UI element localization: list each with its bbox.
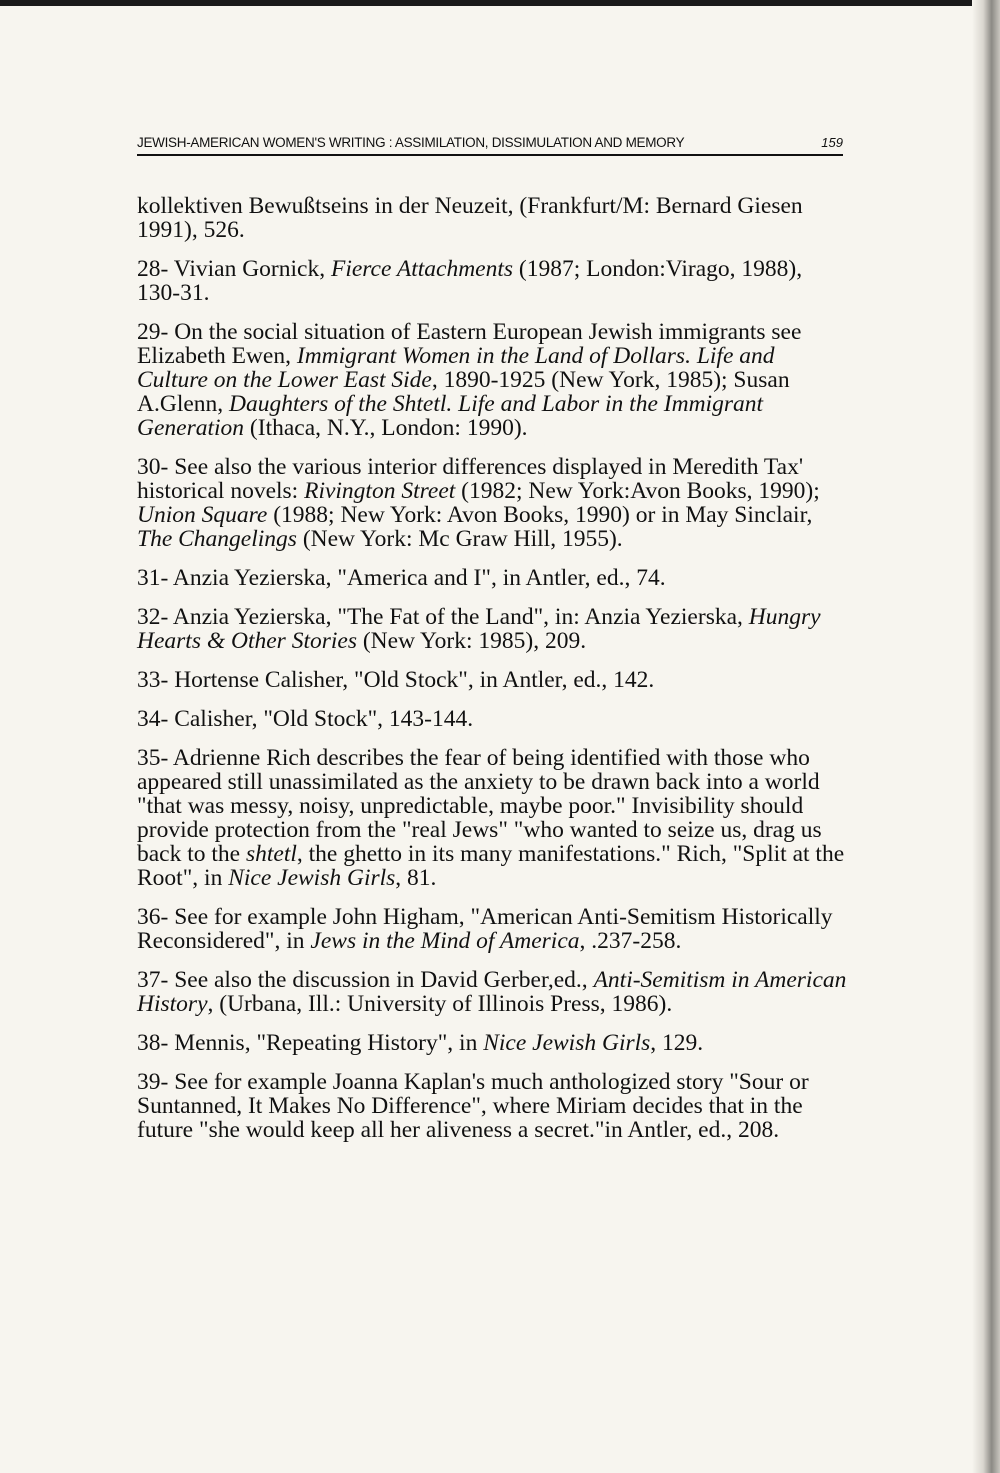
endnote [137, 194, 847, 242]
endnote-text: (Ithaca, N.Y., London: 1990). [244, 415, 528, 441]
endnote [137, 668, 847, 692]
endnote-title-italic: Rivington Street [304, 478, 456, 504]
running-header [137, 135, 843, 156]
endnote-title-italic: Union Square [137, 502, 268, 528]
endnote [137, 707, 847, 731]
endnote-text: 38- Mennis, "Repeating History", in [137, 1030, 484, 1056]
endnote-text: 34- Calisher, "Old Stock", 143-144. [137, 706, 474, 732]
endnote-text: 37- See also the discussion in David Gerber,ed., [137, 967, 594, 993]
endnote-text: 30- See also the various interior differences displayed in Meredith Tax' historical novels: [137, 454, 804, 504]
endnote-text: 33- Hortense Calisher, "Old Stock", in Antler, ed., 142. [137, 667, 655, 693]
page-number: 159 [821, 135, 843, 150]
endnote-text: , the ghetto in its many manifestations." Rich, "Split at the Root", in [137, 841, 845, 891]
endnote-title-italic: shtetl [245, 841, 297, 867]
scan-binding-shadow [972, 0, 1000, 1473]
endnote-text: 31- Anzia Yezierska, "America and I", in Antler, ed., 74. [137, 565, 666, 591]
endnote [137, 746, 847, 890]
endnote-title-italic: Daughters of the Shtetl. Life and Labor in the Immigrant Generation [137, 391, 763, 441]
endnote-text: 39- See for example Joanna Kaplan's much anthologized story "Sour or Suntanned, It Makes No Difference", where Miriam decides that in the future "she would keep all her aliveness a secret."in Antler, ed., 208. [137, 1069, 809, 1143]
endnote [137, 968, 847, 1016]
endnote-text: (1988; New York: Avon Books, 1990) or in May Sinclair, [267, 502, 813, 528]
endnote-title-italic: Anti-Semitism in American History [137, 967, 847, 1017]
endnote-text: 29- On the social situation of Eastern European Jewish immigrants see Elizabeth Ewen, [137, 319, 802, 369]
endnote-text: (New York: 1985), 209. [356, 628, 587, 654]
endnote-text: 35- Adrienne Rich describes the fear of being identified with those who appeared still unassimilated as the anxiety to be drawn back into a world "that was messy, noisy, unpredictable, maybe poor." Invisibility should provide protection from the "real Jews" "who wanted to seize us, drag us back to the [137, 745, 822, 867]
endnote [137, 566, 847, 590]
endnote-text: (1982; New York:Avon Books, 1990); [455, 478, 820, 504]
endnotes-list [137, 194, 847, 1157]
endnote-title-italic: The Changelings [137, 526, 297, 552]
endnote-text: 36- See for example John Higham, "American Anti-Semitism Historically Reconsidered", in [137, 904, 833, 954]
scan-top-edge [0, 0, 1000, 6]
endnote [137, 1070, 847, 1142]
endnote-text: , 81. [395, 865, 437, 891]
endnote [137, 257, 847, 305]
endnote [137, 320, 847, 440]
endnote-text: (New York: Mc Graw Hill, 1955). [296, 526, 623, 552]
endnote-text: , 1890-1925 (New York, 1985); Susan A.Glenn, [137, 367, 790, 417]
endnote-title-italic: Nice Jewish Girls [228, 865, 396, 891]
endnote-text: 32- Anzia Yezierska, "The Fat of the Land", in: Anzia Yezierska, [137, 604, 749, 630]
endnote-title-italic: Immigrant Women in the Land of Dollars. Life and Culture on the Lower East Side [137, 343, 775, 393]
endnote [137, 455, 847, 551]
endnote [137, 905, 847, 953]
endnote [137, 1031, 847, 1055]
endnote-title-italic: Jews in the Mind of America [310, 928, 580, 954]
endnote-text: , (Urbana, Ill.: University of Illinois Press, 1986). [207, 991, 673, 1017]
endnote-title-italic: Nice Jewish Girls [483, 1030, 651, 1056]
endnote-text: , 129. [650, 1030, 704, 1056]
endnote-text: (1987; London:Virago, 1988), 130-31. [137, 256, 803, 306]
endnote-text: 28- Vivian Gornick, [137, 256, 331, 282]
endnote-text: , .237-258. [579, 928, 682, 954]
endnote-title-italic: Fierce Attachments [330, 256, 514, 282]
endnote [137, 605, 847, 653]
endnote-title-italic: Hungry Hearts & Other Stories [137, 604, 821, 654]
endnote-text: kollektiven Bewußtseins in der Neuzeit, (Frankfurt/M: Bernard Giesen 1991), 526. [137, 193, 803, 243]
running-title: JEWISH-AMERICAN WOMEN'S WRITING : ASSIMILATION, DISSIMULATION AND MEMORY [137, 135, 685, 150]
